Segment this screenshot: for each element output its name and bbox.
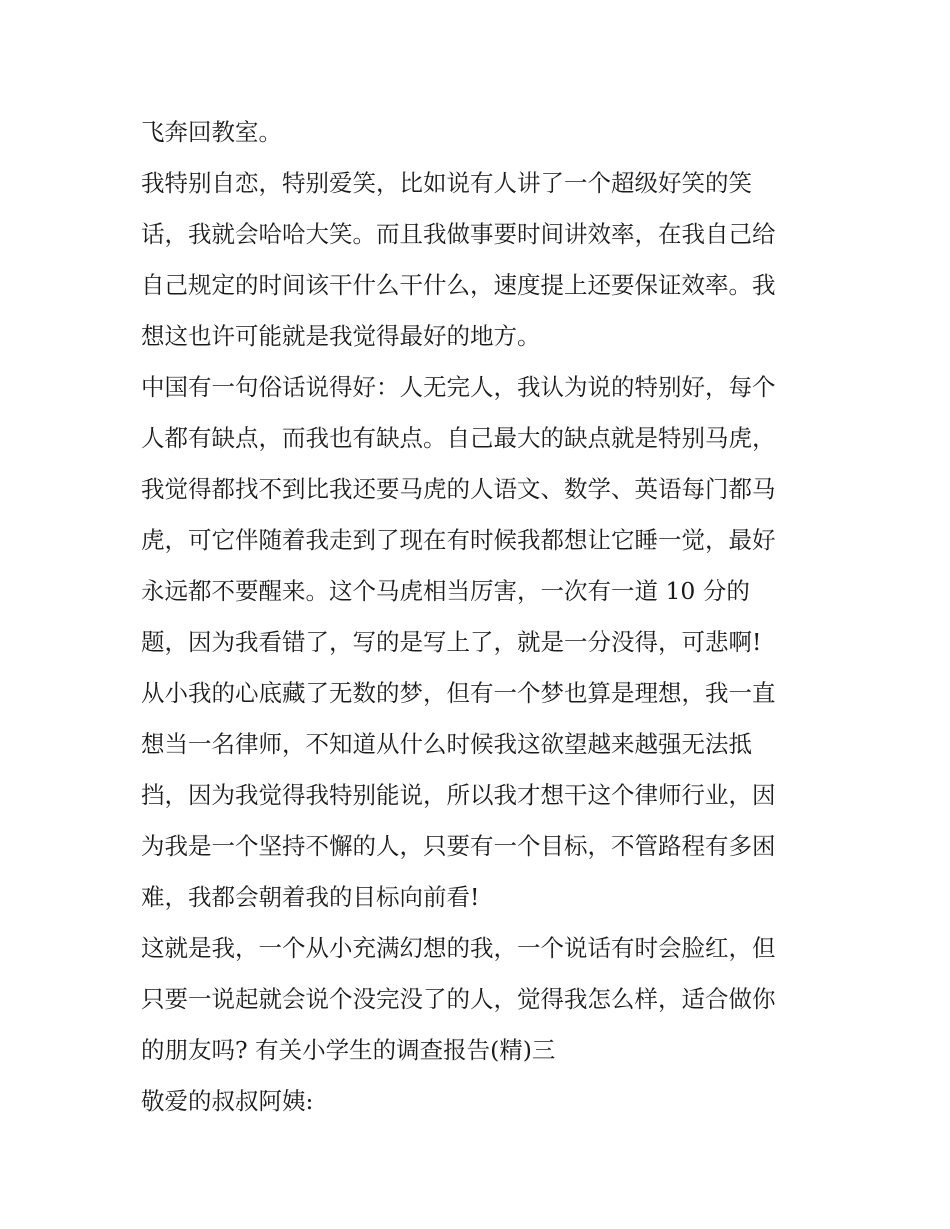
text-line: 题，因为我看错了，写的是写上了，就是一分没得，可悲啊! [141,628,762,656]
text-line: 我特别自恋，特别爱笑，比如说有人讲了一个超级好笑的笑 [141,169,752,197]
text-line: 人都有缺点，而我也有缺点。自己最大的缺点就是特别马虎， [141,424,776,452]
text-line: 为我是一个坚持不懈的人，只要有一个目标，不管路程有多困 [141,832,776,860]
text-line: 话，我就会哈哈大笑。而且我做事要时间讲效率，在我自己给 [141,220,776,248]
text-line: 自己规定的时间该干什么干什么，速度提上还要保证效率。我 [141,271,776,299]
text-line: 从小我的心底藏了无数的梦，但有一个梦也算是理想，我一直 [141,679,776,707]
text-line: 想当一名律师，不知道从什么时候我这欲望越来越强无法抵 [141,730,752,758]
text-line: 飞奔回教室。 [141,118,282,146]
text-line: 挡，因为我觉得我特别能说，所以我才想干这个律师行业，因 [141,781,776,809]
text-line: 难，我都会朝着我的目标向前看! [141,883,480,911]
text-line: 虎，可它伴随着我走到了现在有时候我都想让它睡一觉，最好 [141,526,776,554]
text-line: 永远都不要醒来。这个马虎相当厉害，一次有一道 10 分的 [141,577,750,605]
text-line: 只要一说起就会说个没完没了的人，觉得我怎么样，适合做你 [141,985,776,1013]
body-text [141,107,821,1127]
text-line: 想这也许可能就是我觉得最好的地方。 [141,322,541,350]
text-line: 的朋友吗? 有关小学生的调查报告(精)三 [141,1036,556,1064]
text-line: 敬爱的叔叔阿姨: [141,1087,314,1115]
text-line: 这就是我，一个从小充满幻想的我，一个说话有时会脸红，但 [141,934,776,962]
text-line: 中国有一句俗话说得好：人无完人，我认为说的特别好，每个 [141,373,776,401]
text-line: 我觉得都找不到比我还要马虎的人语文、数学、英语每门都马 [141,475,776,503]
